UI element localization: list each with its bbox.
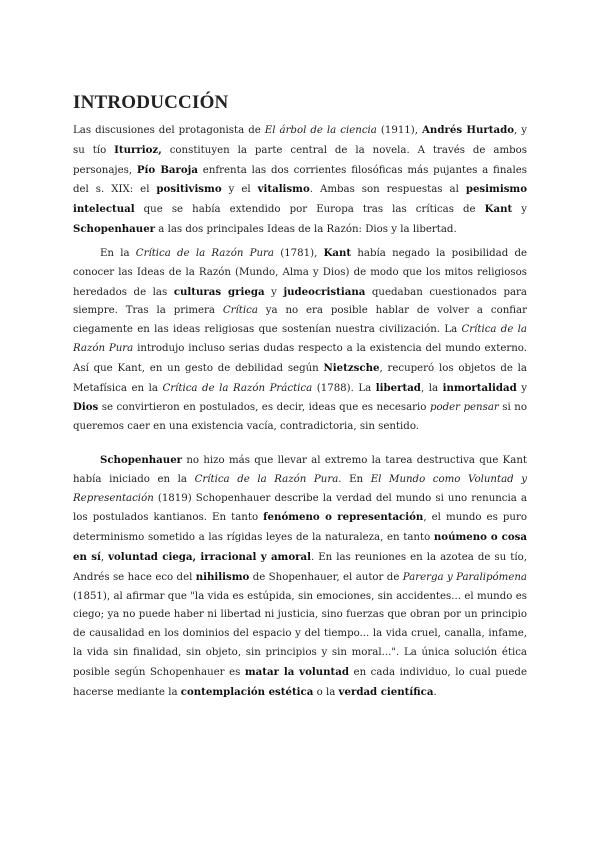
- text-run: (1819) Schopenhauer describe la verdad del mundo si uno renuncia a los postulados kantianos. En tanto: [73, 492, 527, 524]
- bold-term: matar la voluntad: [244, 665, 349, 678]
- italic-title: El Mundo como Voluntad y Representación: [73, 473, 528, 504]
- text-run: no hizo más que llevar al extremo la tarea destructiva que Kant había iniciado en la: [73, 455, 527, 485]
- bold-term: judeocristiana: [283, 285, 366, 298]
- text-run: , y su tío: [73, 125, 528, 156]
- bold-term: Iturrioz,: [114, 143, 162, 156]
- text-run: enfrenta las dos corrientes filosóficas más pujantes a finales del s. XIX: el: [73, 164, 527, 196]
- text-run: constituyen la parte central de la novela. A través de ambos personajes,: [73, 144, 527, 176]
- text-run: .: [433, 686, 437, 698]
- text-run: (1911),: [376, 125, 423, 136]
- text-run: (1781),: [274, 248, 324, 259]
- bold-term: Pío Baroja: [136, 163, 198, 176]
- bold-term: Andrés Hurtado: [422, 124, 514, 136]
- text-run: se convirtieron en postulados, es decir, ideas que es necesario: [98, 402, 430, 414]
- bold-term: voluntad ciega, irracional y amoral: [108, 550, 311, 563]
- paragraph-introduction: [73, 121, 527, 240]
- bold-term: verdad científica: [338, 685, 434, 698]
- italic-title: El árbol de la ciencia: [264, 125, 377, 136]
- text-run: y: [516, 382, 527, 394]
- italic-title: poder pensar: [429, 402, 499, 414]
- bold-term: Schopenhauer: [73, 222, 156, 235]
- italic-title: Crítica: [222, 305, 258, 317]
- text-run: y: [264, 286, 284, 298]
- text-run: y el: [221, 184, 258, 196]
- bold-term: inmortalidad: [442, 381, 517, 394]
- text-run: si no queremos caer en una existencia vacía, contradictoria, sin sentido.: [73, 402, 527, 433]
- paragraph-schopenhauer: [73, 451, 527, 702]
- bold-term: Dios: [73, 401, 99, 414]
- text-run: . En las reuniones en la azotea de su tío, Andrés se hace eco del: [73, 551, 527, 583]
- text-run: de Shopenhauer, el autor de: [249, 571, 403, 583]
- text-run: En la: [100, 248, 136, 259]
- bold-term: noúmeno o cosa en sí: [73, 531, 528, 563]
- italic-title: Crítica de la Razón Pura: [194, 473, 339, 485]
- italic-title: Parerga y Paralipómena: [402, 571, 527, 583]
- bold-term: culturas griega: [173, 285, 265, 298]
- bold-term: Kant: [323, 247, 352, 259]
- text-run: introdujo incluso serias dudas respecto a la existencia del mundo externo. Así que Kant, en un gesto de debilidad según: [73, 342, 528, 374]
- text-run: . Ambas son respuestas al: [309, 184, 466, 196]
- text-run: que se había extendido por Europa tras las críticas de: [134, 204, 485, 216]
- text-run: Las discusiones del protagonista de: [73, 125, 265, 136]
- bold-term: pesimismo intelectual: [73, 183, 527, 216]
- text-run: o la: [313, 686, 339, 698]
- italic-title: Crítica de la Razón Pura: [135, 248, 274, 259]
- text-run: (1788). La: [312, 382, 376, 394]
- text-run: ,: [100, 551, 109, 563]
- page-title: INTRODUCCIÓN: [73, 92, 229, 113]
- bold-term: Schopenhauer: [100, 454, 183, 466]
- paragraph-kant: [73, 244, 527, 437]
- bold-term: nihilismo: [195, 570, 250, 583]
- italic-title: Crítica de la Razón Práctica: [162, 382, 313, 394]
- text-run: . En: [338, 473, 371, 485]
- text-run: , la: [420, 382, 443, 394]
- text-run: (1851), al afirmar que "la vida es estúpida, sin emociones, sin accidentes... el mundo es ciego; ya no puede haber ni libertad ni justicia, sino fuerzas que obran por un principio de causalidad en los dominios del espacio y del tiempo... la vida cruel, canalla, infame, la vida sin finalidad, sin objeto, sin principios y sin moral...". La única solución ética posible según Schopenhauer es: [73, 590, 527, 678]
- text-run: había negado la posibilidad de conocer las Ideas de la Razón (Mundo, Alma y Dios) de modo que los mitos religiosos heredados de las: [73, 248, 528, 298]
- bold-term: fenómeno o representación: [263, 511, 424, 524]
- text-run: ya no era posible hablar de volver a confiar ciegamente en las ideas religiosas que sostenían nuestra civilización. La: [73, 305, 528, 336]
- bold-term: vitalismo: [257, 183, 310, 196]
- text-run: , recuperó los objetos de la Metafísica en la: [73, 362, 528, 394]
- text-run: , el mundo es puro determinismo sometido a las rígidas leyes de la naturaleza, en tanto: [73, 512, 527, 544]
- bold-term: Kant: [484, 203, 513, 216]
- bold-term: positivismo: [156, 183, 222, 196]
- text-run: quedaban cuestionados para siempre. Tras la primera: [73, 286, 527, 317]
- text-run: en cada individuo, lo cual puede hacerse mediante la: [73, 666, 527, 698]
- bold-term: contemplación estética: [180, 685, 314, 698]
- text-run: y: [512, 204, 527, 216]
- text-run: a las dos principales Ideas de la Razón: Dios y la libertad.: [155, 223, 457, 235]
- bold-term: libertad: [375, 381, 421, 394]
- italic-title: Crítica de la Razón Pura: [73, 324, 527, 354]
- bold-term: Nietzsche: [323, 361, 380, 374]
